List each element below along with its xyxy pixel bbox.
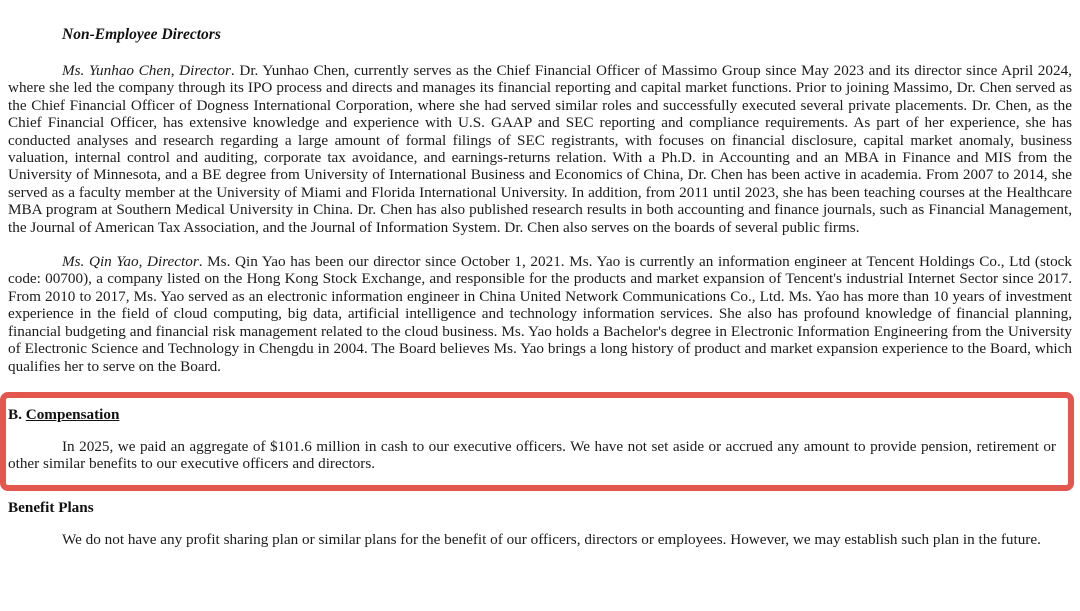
benefit-plans-heading: Benefit Plans	[8, 498, 94, 516]
red-annotation-highlight-box	[0, 392, 1074, 491]
director-bio-qin-yao	[8, 253, 1072, 375]
compensation-heading-prefix: B.	[8, 405, 26, 423]
director-body-qin-yao: . Ms. Qin Yao has been our director since October 1, 2021. Ms. Yao is currently an information engineer at Tencent Holdings Co., Ltd (stock code: 00700), a company listed on the Hong Kong Stock Exchange, and responsible for the products and market expansion of Tencent's industrial Internet Sector since 2017. From 2010 to 2017, Ms. Yao served as an electronic information engineer in China United Network Communications Co., Ltd. Ms. Yao has more than 10 years of investment experience in the field of cloud computing, big data, artificial intelligence and technology information services. She also has profound knowledge of financial planning, financial budgeting and financial risk management related to the cloud business. Ms. Yao holds a Bachelor's degree in Electronic Information Engineering from the University of Electronic Science and Technology in Chengdu in 2004. The Board believes Ms. Yao brings a long history of product and market expansion experience to the Board, which qualifies her to serve on the Board.	[8, 253, 1073, 375]
director-lead-yunhao-chen: Ms. Yunhao Chen, Director	[62, 62, 231, 79]
non-employee-directors-heading: Non-Employee Directors	[62, 26, 221, 43]
compensation-heading	[8, 406, 1056, 424]
benefit-plans-paragraph: We do not have any profit sharing plan or similar plans for the benefit of our officers, directors or employees. However, we may establish such plan in the future.	[62, 530, 1041, 548]
director-bio-yunhao-chen	[8, 62, 1072, 236]
compensation-paragraph: In 2025, we paid an aggregate of $101.6 million in cash to our executive officers. We have not set aside or accrued any amount to provide pension, retirement or other similar benefits to our executive officers and directors.	[8, 437, 1056, 473]
compensation-heading-label: Compensation	[25, 405, 120, 423]
director-lead-qin-yao: Ms. Qin Yao, Director	[62, 253, 199, 271]
director-body-yunhao-chen: . Dr. Yunhao Chen, currently serves as the Chief Financial Officer of Massimo Group since May 2023 and its director since April 2024, where she led the company through its IPO process and directs and manages its financial reporting and capital market functions. Prior to joining Massimo, Dr. Chen served as the Chief Financial Officer of Dogness International Corporation, where she had served similar roles and successfully executed several private placements. Dr. Chen, as the Chief Financial Officer, has extensive knowledge and experience with U.S. GAAP and SEC reporting and compliance requirements. As part of her experience, she has conducted analyses and research regarding a large amount of formal filings of SEC registrants, with focuses on financial disclosure, capital market anomaly, business valuation, internal control and auditing, corporate tax avoidance, and earnings-returns relation. With a Ph.D. in Accounting and an MBA in Finance and MIS from the University of Minnesota, and a BE degree from University of International Business and Economics of China, Dr. Chen has been active in academia. From 2007 to 2014, she served as a faculty member at the University of Miami and Florida International University. In addition, from 2011 until 2023, she has been teaching courses at the Healthcare MBA program at Southern Medical University in China. Dr. Chen has also published research results in both accounting and finance journals, such as Financial Management, the Journal of American Tax Association, and the Journal of Information System. Dr. Chen also serves on the boards of several public firms.	[8, 62, 1072, 236]
